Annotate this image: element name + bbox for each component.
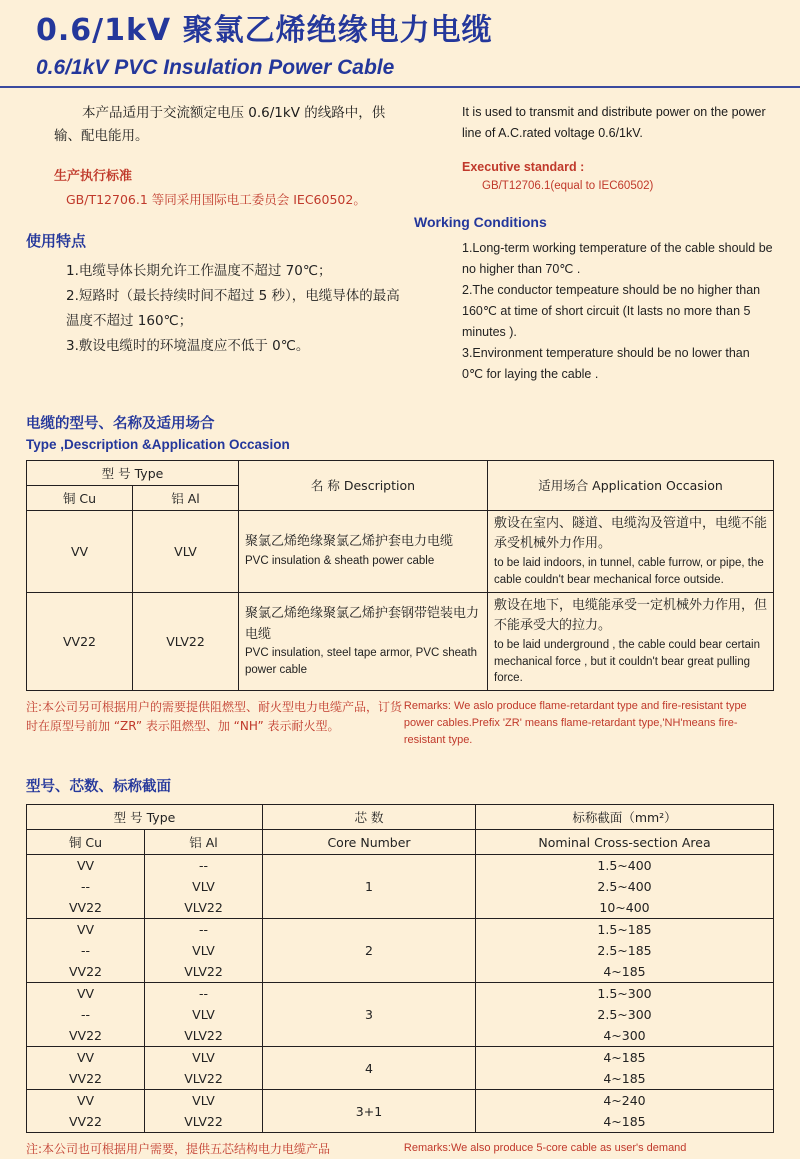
- page-title-cn: 0.6/1kV 聚氯乙烯绝缘电力电缆: [36, 13, 493, 48]
- cell-al-code: VLV22: [145, 1025, 263, 1047]
- cell-area: 4~300: [476, 1025, 774, 1047]
- section2-title-cn: 型号、芯数、标称截面: [26, 779, 171, 796]
- description-cn: 聚氯乙烯绝缘聚氯乙烯护套电力电缆: [245, 534, 454, 550]
- conditions-list-en: [414, 238, 774, 384]
- cell-cu-code: VV: [27, 919, 145, 941]
- conditions-list-cn: [26, 259, 408, 359]
- cell-core-number: 2: [263, 919, 476, 983]
- cell-core-number: 3: [263, 983, 476, 1047]
- cell-al-code: VLV22: [145, 897, 263, 919]
- header-description: 名 称 Description: [239, 460, 488, 510]
- header-type-group: 型 号 Type: [27, 805, 263, 830]
- cell-al-code: VLV: [145, 876, 263, 897]
- cell-al-code: VLV: [145, 1090, 263, 1112]
- page-title-en: 0.6/1kV PVC Insulation Power Cable: [36, 55, 395, 79]
- cell-cu-code: --: [27, 940, 145, 961]
- table-row: [27, 855, 774, 877]
- conditions-item-cn-2: 2.短路时（最长持续时间不超过 5 秒），电缆导体的最高温度不超过 160℃；: [66, 287, 400, 329]
- occasion-cn: 敷设在地下，电缆能承受一定机械外力作用，但不能承受大的拉力。: [494, 597, 768, 634]
- header-core-cn: 芯 数: [263, 805, 476, 830]
- section2-headings: [0, 775, 800, 796]
- description-en: PVC insulation & sheath power cable: [245, 555, 435, 568]
- note-en: Remarks: We aslo produce flame-retardant type and fire-resistant type power cables.Prefix 'ZR' means flame-retardant type,'NH'means fire-resistant type.: [403, 700, 747, 747]
- core-area-table: [26, 804, 774, 1133]
- standard-title-cn: 生产执行标准: [54, 168, 133, 184]
- cell-al-code: VLV22: [145, 1068, 263, 1090]
- column-chinese: [26, 102, 414, 386]
- cell-area: 2.5~185: [476, 940, 774, 961]
- intro-text-en: It is used to transmit and distribute power on the power line of A.C.rated voltage 0.6/1kV.: [462, 104, 766, 140]
- section1-title-en: Type ,Description &Application Occasion: [26, 436, 290, 452]
- document-header: [0, 0, 800, 88]
- cell-area: 4~185: [476, 1047, 774, 1069]
- table-row: [27, 592, 774, 691]
- cell-al-code: VLV22: [145, 1111, 263, 1133]
- cell-description: [239, 510, 488, 592]
- cell-area: 1.5~400: [476, 855, 774, 877]
- cell-core-number: 1: [263, 855, 476, 919]
- header-cu: 铜 Cu: [27, 830, 145, 855]
- section1-title-cn: 电缆的型号、名称及适用场合: [26, 415, 215, 432]
- cell-al-code: VLV22: [133, 592, 239, 691]
- conditions-title-en: Working Conditions: [414, 214, 547, 231]
- cell-cu-code: VV22: [27, 961, 145, 983]
- cell-al-code: --: [145, 919, 263, 941]
- cell-description: [239, 592, 488, 691]
- header-al: 铝 Al: [133, 485, 239, 510]
- cell-cu-code: VV22: [27, 592, 133, 691]
- header-type-group: 型 号 Type: [27, 460, 239, 485]
- header-core-en: Core Number: [263, 830, 476, 855]
- conditions-item-cn-3: 3.敷设电缆时的环境温度应不低于 0℃。: [66, 337, 310, 354]
- header-area-en: Nominal Cross-section Area: [476, 830, 774, 855]
- cell-cu-code: VV22: [27, 1068, 145, 1090]
- header-al: 铝 Al: [145, 830, 263, 855]
- note-cn: 注:本公司也可根据用户需要，提供五芯结构电力电缆产品: [26, 1142, 331, 1157]
- cell-cu-code: VV: [27, 1047, 145, 1069]
- cell-area: 4~185: [476, 1111, 774, 1133]
- table-header-row: [27, 805, 774, 830]
- cell-area: 4~185: [476, 1068, 774, 1090]
- table-subheader-row: [27, 830, 774, 855]
- intro-text-cn: 本产品适用于交流额定电压 0.6/1kV 的线路中，供输、配电能用。: [54, 104, 386, 145]
- occasion-en: to be laid indoors, in tunnel, cable furrow, or pipe, the cable couldn't bear mechanical force outside.: [494, 557, 764, 586]
- cell-al-code: --: [145, 855, 263, 877]
- section2-notes: [0, 1140, 800, 1159]
- cell-core-number: 3+1: [263, 1090, 476, 1133]
- description-en: PVC insulation, steel tape armor, PVC sheath power cable: [245, 647, 478, 677]
- standard-title-en: Executive standard :: [462, 160, 585, 175]
- occasion-en: to be laid underground , the cable could bear certain mechanical force , but it couldn't bear great pulling force.: [494, 639, 760, 685]
- cell-cu-code: VV: [27, 510, 133, 592]
- section1-headings: [0, 412, 800, 452]
- table-row: [27, 510, 774, 592]
- cell-cu-code: VV: [27, 855, 145, 877]
- cell-al-code: VLV22: [145, 961, 263, 983]
- cell-core-number: 4: [263, 1047, 476, 1090]
- type-description-table: [26, 460, 774, 692]
- header-cu: 铜 Cu: [27, 485, 133, 510]
- cell-al-code: --: [145, 983, 263, 1005]
- cell-area: 2.5~300: [476, 1004, 774, 1025]
- standard-body-cn: GB/T12706.1 等同采用国际电工委员会 IEC60502。: [66, 191, 366, 207]
- table-row: [27, 919, 774, 941]
- conditions-item-cn-1: 1.电缆导体长期允许工作温度不超过 70℃；: [66, 262, 332, 279]
- cell-cu-code: --: [27, 876, 145, 897]
- cell-cu-code: VV: [27, 1090, 145, 1112]
- cell-cu-code: VV22: [27, 1111, 145, 1133]
- cell-area: 2.5~400: [476, 876, 774, 897]
- conditions-item-en-2: 2.The conductor tempeature should be no higher than 160℃ at time of short circuit (It lasts no more than 5 minutes ).: [462, 283, 761, 339]
- cell-cu-code: --: [27, 1004, 145, 1025]
- conditions-item-en-1: 1.Long-term working temperature of the cable should be no higher than 70℃ .: [462, 241, 773, 276]
- description-cn: 聚氯乙烯绝缘聚氯乙烯护套钢带铠装电力电缆: [245, 605, 480, 642]
- cell-al-code: VLV: [133, 510, 239, 592]
- note-cn: 注:本公司另可根据用户的需要提供阻燃型、耐火型电力电缆产品，订货时在原型号前加 “ZR” 表示阻燃型、加 “NH” 表示耐火型。: [26, 700, 403, 734]
- column-english: [414, 102, 774, 386]
- cell-al-code: VLV: [145, 1047, 263, 1069]
- cell-al-code: VLV: [145, 940, 263, 961]
- note-en: Remarks:We also produce 5-core cable as user's demand: [403, 1142, 687, 1155]
- cell-area: 4~185: [476, 961, 774, 983]
- section1-notes: [0, 698, 800, 749]
- cell-area: 1.5~300: [476, 983, 774, 1005]
- cell-cu-code: VV22: [27, 897, 145, 919]
- standard-body-en: GB/T12706.1(equal to IEC60502): [482, 180, 654, 193]
- cell-cu-code: VV22: [27, 1025, 145, 1047]
- table-row: [27, 983, 774, 1005]
- conditions-title-cn: 使用特点: [26, 231, 87, 250]
- cell-area: 4~240: [476, 1090, 774, 1112]
- table-row: [27, 1047, 774, 1069]
- conditions-item-en-3: 3.Environment temperature should be no lower than 0℃ for laying the cable .: [462, 346, 750, 381]
- cell-occasion: [488, 510, 774, 592]
- occasion-cn: 敷设在室内、隧道、电缆沟及管道中，电缆不能承受机械外力作用。: [494, 515, 768, 552]
- cell-cu-code: VV: [27, 983, 145, 1005]
- header-area-cn: 标称截面（mm²）: [476, 805, 774, 830]
- cell-area: 1.5~185: [476, 919, 774, 941]
- table-row: [27, 1090, 774, 1112]
- cell-al-code: VLV: [145, 1004, 263, 1025]
- intro-columns: [0, 88, 800, 386]
- table-header-row: [27, 460, 774, 485]
- cell-area: 10~400: [476, 897, 774, 919]
- header-occasion: 适用场合 Application Occasion: [488, 460, 774, 510]
- cell-occasion: [488, 592, 774, 691]
